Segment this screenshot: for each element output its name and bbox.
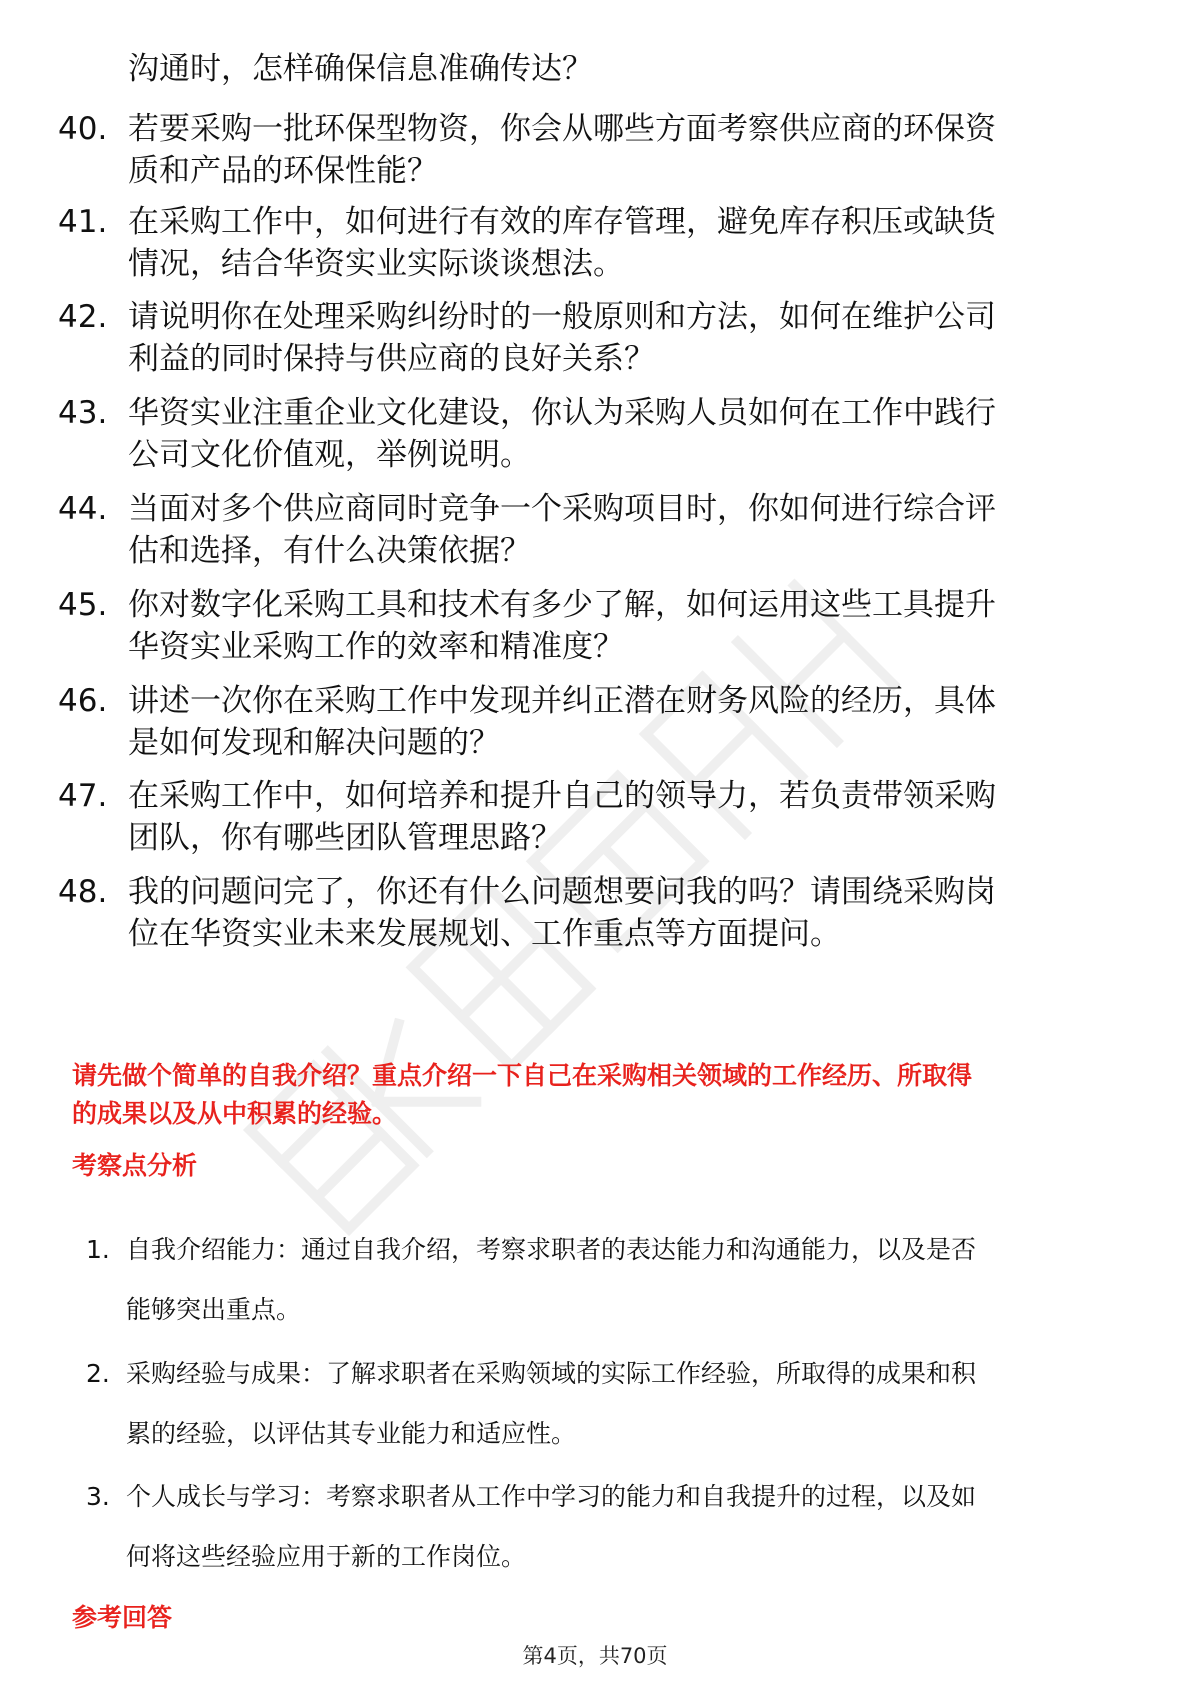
analysis-line: 采购经验与成果：了解求职者在采购领域的实际工作经验，所取得的成果和积 — [126, 1359, 977, 1388]
analysis-number: 2. — [86, 1359, 110, 1388]
question-number: 48. — [58, 874, 108, 910]
question-text — [128, 201, 1128, 285]
question-line: 华资实业采购工作的效率和精准度？ — [128, 629, 624, 665]
question-continuation: 沟通时，怎样确保信息准确传达？ — [128, 51, 593, 87]
question-line: 是如何发现和解决问题的？ — [128, 725, 500, 761]
question-line: 在采购工作中，如何培养和提升自己的领导力，若负责带领采购 — [128, 778, 996, 814]
question-number: 41. — [58, 204, 108, 240]
question-line: 质和产品的环保性能？ — [128, 153, 438, 189]
question-text — [128, 584, 1128, 668]
question-line: 当面对多个供应商同时竞争一个采购项目时，你如何进行综合评 — [128, 491, 996, 527]
question-number: 40. — [58, 111, 108, 147]
question-line: 团队，你有哪些团队管理思路？ — [128, 820, 562, 856]
analysis-text — [126, 1220, 1126, 1340]
question-line: 请说明你在处理采购纠纷时的一般原则和方法，如何在维护公司 — [128, 299, 996, 335]
question-line: 华资实业注重企业文化建设，你认为采购人员如何在工作中践行 — [128, 395, 996, 431]
question-text — [128, 392, 1128, 476]
question-number: 46. — [58, 683, 108, 719]
question-text — [128, 775, 1128, 859]
question-number: 45. — [58, 587, 108, 623]
question-line: 若要采购一批环保型物资，你会从哪些方面考察供应商的环保资 — [128, 111, 996, 147]
page-number-footer: 第4页，共70页 — [522, 1644, 668, 1668]
question-text — [128, 871, 1128, 955]
question-number: 47. — [58, 778, 108, 814]
analysis-text — [126, 1467, 1126, 1587]
analysis-line: 能够突出重点。 — [126, 1295, 302, 1324]
analysis-text — [126, 1344, 1126, 1464]
question-line: 位在华资实业未来发展规划、工作重点等方面提问。 — [128, 916, 841, 952]
analysis-line: 累的经验，以评估其专业能力和适应性。 — [126, 1419, 577, 1448]
question-text — [128, 296, 1128, 380]
analysis-line: 个人成长与学习：考察求职者从工作中学习的能力和自我提升的过程，以及如 — [126, 1482, 977, 1511]
question-text — [128, 488, 1128, 572]
question-line: 利益的同时保持与供应商的良好关系？ — [128, 341, 655, 377]
analysis-line: 何将这些经验应用于新的工作岗位。 — [126, 1542, 527, 1571]
question-line: 公司文化价值观，举例说明。 — [128, 437, 531, 473]
question-line: 我的问题问完了，你还有什么问题想要问我的吗？请围绕采购岗 — [128, 874, 996, 910]
question-line: 情况，结合华资实业实际谈谈想法。 — [128, 246, 624, 282]
analysis-title: 考察点分析 — [72, 1151, 198, 1180]
question-text — [128, 108, 1128, 192]
question-number: 44. — [58, 491, 108, 527]
question-number: 43. — [58, 395, 108, 431]
analysis-line: 自我介绍能力：通过自我介绍，考察求职者的表达能力和沟通能力，以及是否 — [126, 1235, 977, 1264]
question-line: 在采购工作中，如何进行有效的库存管理，避免库存积压或缺货 — [128, 204, 996, 240]
featured-question-line: 的成果以及从中积累的经验。 — [72, 1099, 398, 1128]
question-line: 你对数字化采购工具和技术有多少了解，如何运用这些工具提升 — [128, 587, 996, 623]
question-number: 42. — [58, 299, 108, 335]
reference-answer-title: 参考回答 — [72, 1603, 173, 1632]
analysis-number: 1. — [86, 1235, 110, 1264]
featured-question-line: 请先做个简单的自我介绍？重点介绍一下自己在采购相关领域的工作经历、所取得 — [72, 1061, 973, 1090]
question-text — [128, 680, 1128, 764]
analysis-number: 3. — [86, 1482, 110, 1511]
question-line: 讲述一次你在采购工作中发现并纠正潜在财务风险的经历，具体 — [128, 683, 996, 719]
featured-question — [72, 1057, 1132, 1133]
question-line: 估和选择，有什么决策依据？ — [128, 533, 531, 569]
